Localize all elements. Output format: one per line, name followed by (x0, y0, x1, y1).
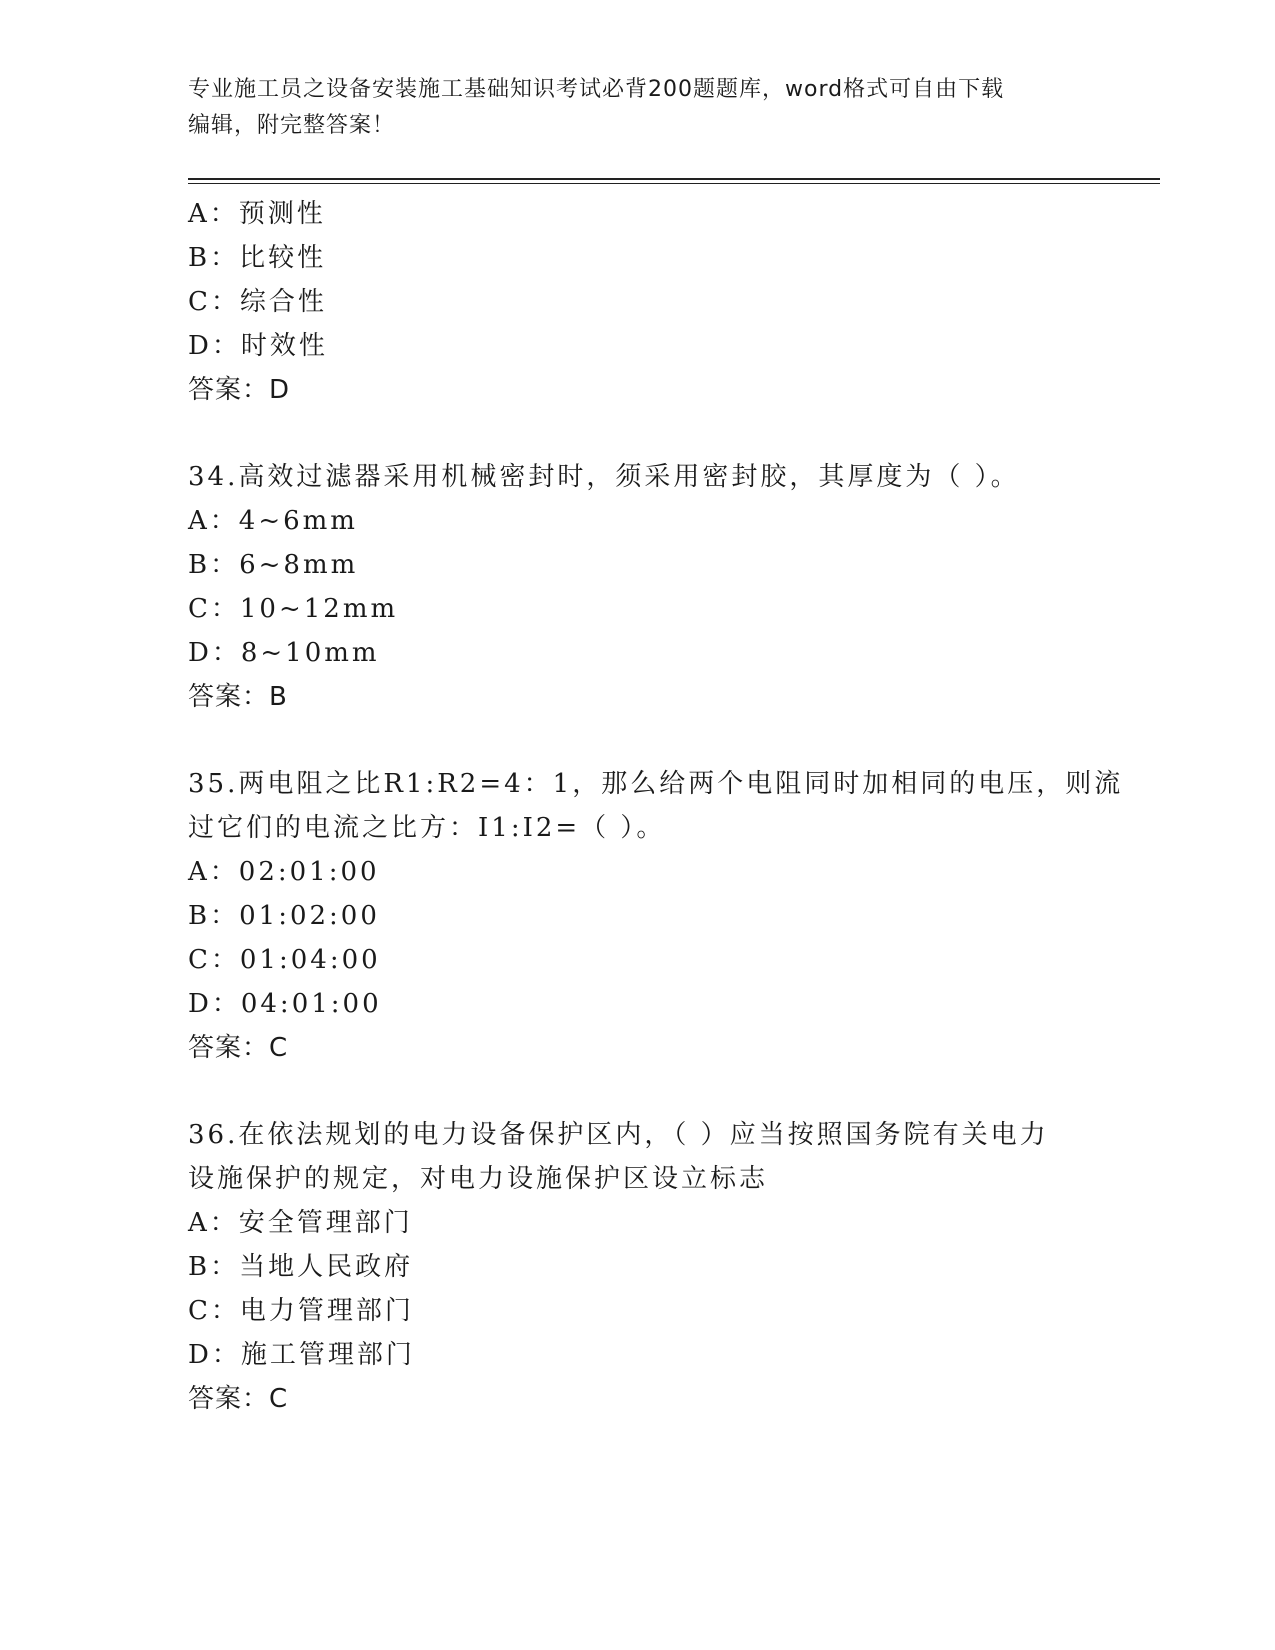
q34-option-c: C：10~12mm (188, 594, 399, 624)
q33-option-d: D：时效性 (188, 331, 328, 361)
q35-option-a: A：02:01:00 (188, 857, 380, 887)
q35-question-line-2: 过它们的电流之比方：I1:I2=（ ）。 (188, 813, 666, 843)
header-line-2: 编辑，附完整答案！ (188, 113, 396, 138)
q36-question-line-1: 36.在依法规划的电力设备保护区内，（ ）应当按照国务院有关电力 (188, 1120, 1049, 1150)
header-divider-thick (188, 178, 1160, 180)
q36-option-c: C：电力管理部门 (188, 1296, 414, 1326)
q33-option-b: B：比较性 (188, 243, 327, 273)
q36-option-b: B：当地人民政府 (188, 1252, 414, 1282)
q34-option-d: D：8~10mm (188, 638, 380, 668)
q35-answer: 答案：C (188, 1033, 289, 1063)
q34-question: 34.高效过滤器采用机械密封时，须采用密封胶，其厚度为（ ）。 (188, 462, 1020, 492)
q34-answer: 答案：B (188, 682, 288, 712)
document-header (188, 72, 1088, 144)
q35-option-d: D：04:01:00 (188, 989, 382, 1019)
q35-question-line-1: 35.两电阻之比R1:R2=4：1，那么给两个电阻同时加相同的电压，则流 (188, 769, 1124, 799)
q36-question-line-2: 设施保护的规定，对电力设施保护区设立标志 (188, 1164, 769, 1194)
q35-option-b: B：01:02:00 (188, 901, 380, 931)
q36-answer: 答案：C (188, 1384, 289, 1414)
q36-option-d: D：施工管理部门 (188, 1340, 415, 1370)
q34-option-a: A：4~6mm (188, 506, 358, 536)
q33-answer: 答案：D (188, 375, 291, 405)
header-divider-thin (188, 183, 1160, 184)
header-line-1: 专业施工员之设备安装施工基础知识考试必背200题题库，word格式可自由下载 (188, 77, 1005, 102)
q36-option-a: A：安全管理部门 (188, 1208, 413, 1238)
q34-option-b: B：6~8mm (188, 550, 359, 580)
q35-option-c: C：01:04:00 (188, 945, 381, 975)
q33-option-c: C：综合性 (188, 287, 327, 317)
q33-option-a: A：预测性 (188, 199, 326, 229)
